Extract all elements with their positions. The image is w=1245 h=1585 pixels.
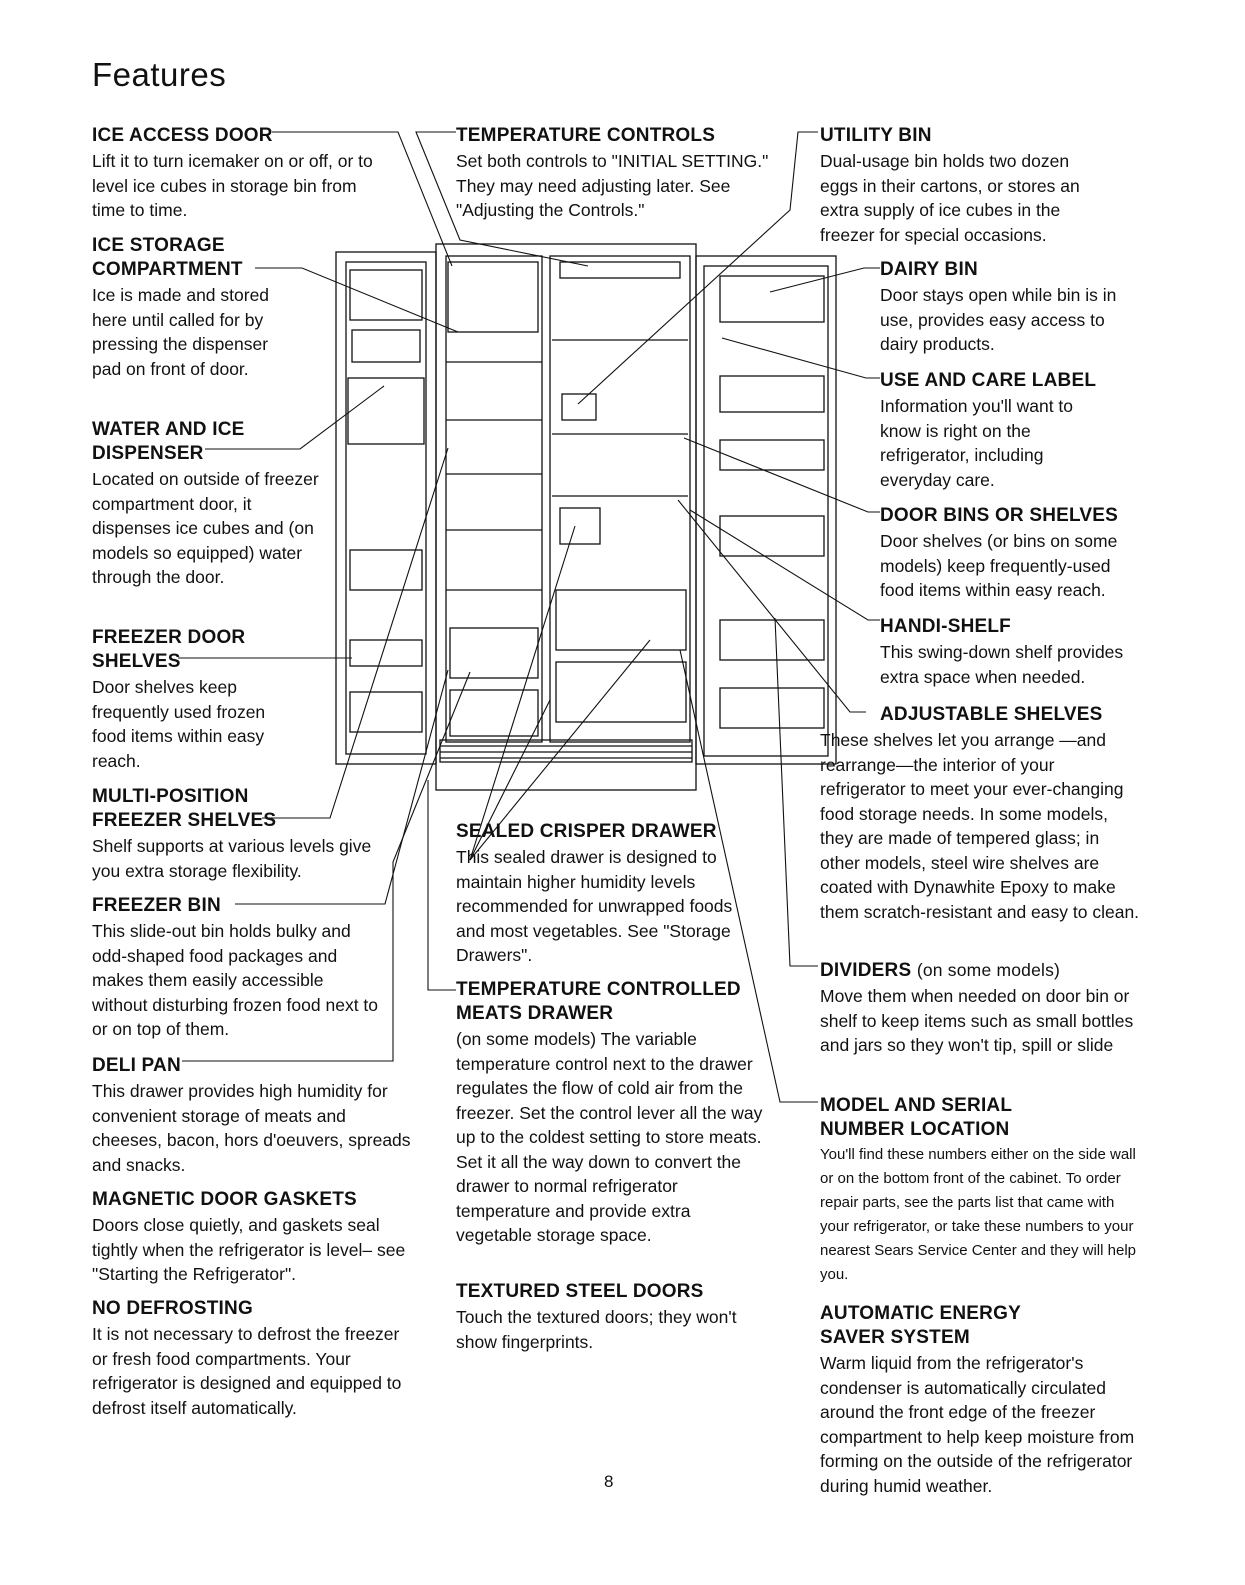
deli-pan-text: This drawer provides high humidity for convenient storage of meats and cheeses, bacon, hors d'oeuvers, spreads and snacks. — [92, 1081, 411, 1175]
ice-access-door-heading: ICE ACCESS DOOR — [92, 125, 273, 146]
model-serial-text: You'll find these numbers either on the side wall or on the bottom front of the cabinet. To order repair parts, see the parts list that came with your refrigerator, or take these numbers to your nearest Sears Service Center and they will help you. — [820, 1146, 1136, 1283]
fresh-food-compartment — [550, 256, 690, 742]
deli-pan-heading: DELI PAN — [92, 1055, 181, 1076]
page-number: 8 — [604, 1472, 614, 1491]
ice-access-door-text: Lift it to turn icemaker on or off, or to level ice cubes in storage bin from time to time. — [92, 151, 373, 220]
energy-saver-text: Warm liquid from the refrigerator's condenser is automatically circulated around the front edge of the freezer compartment to help keep moisture from forming on the outside of the refrigerator during humid weather. — [820, 1353, 1135, 1496]
dairy-bin-text: Door stays open while bin is in use, provides easy access to dairy products. — [880, 285, 1117, 354]
temperature-controls-text: Set both controls to "INITIAL SETTING." They may need adjusting later. See "Adjusting the Controls." — [456, 151, 769, 220]
use-care-label-heading: USE AND CARE LABEL — [880, 370, 1097, 391]
dividers-heading-note: (on some models) — [916, 960, 1061, 980]
page-title: Features — [92, 56, 227, 93]
sealed-crisper-heading: SEALED CRISPER DRAWER — [456, 821, 717, 842]
model-serial-heading: MODEL AND SERIAL NUMBER LOCATION — [820, 1095, 1012, 1140]
use-care-label-text: Information you'll want to know is right on the refrigerator, including everyday care. — [880, 396, 1074, 490]
textured-doors-text: Touch the textured doors; they won't show fingerprints. — [456, 1307, 737, 1352]
utility-bin-heading: UTILITY BIN — [820, 125, 932, 146]
dairy-bin-illus — [720, 276, 824, 322]
multi-position-text: Shelf supports at various levels give you extra storage flexibility. — [92, 836, 372, 881]
refrigerator-illustration — [336, 244, 836, 790]
freezer-door — [336, 252, 436, 764]
deli-pan-illus — [562, 394, 596, 420]
freezer-bin-illus — [450, 628, 538, 678]
meats-drawer-illus — [556, 662, 686, 722]
dispenser-illus — [348, 378, 424, 444]
multi-position-heading: MULTI-POSITION FREEZER SHELVES — [92, 786, 277, 831]
ice-storage-text: Ice is made and stored here until called for by pressing the dispenser pad on front of door. — [92, 285, 270, 379]
door-bins-heading: DOOR BINS OR SHELVES — [880, 505, 1119, 526]
magnetic-gaskets-heading: MAGNETIC DOOR GASKETS — [92, 1189, 357, 1210]
adjustable-shelves-text: These shelves let you arrange —and rearrange—the interior of your refrigerator to meet your ever-changing food storage needs. In some models, they are made of tempered glass; in other models, steel wire shelves are coated with Dynawhite Epoxy to make them scratch-resistant and easy to clean. — [820, 730, 1140, 922]
meats-drawer-text: (on some models) The variable temperature control next to the drawer regulates the flow of cold air from the freezer. Set the control lever all the way up to the coldest setting to store meats. Set it all the way down to convert the drawer to normal refrigerator temperature and provide extra vegetable storage space. — [456, 1029, 763, 1245]
freezer-bin-heading: FREEZER BIN — [92, 895, 221, 916]
door-bins-text: Door shelves (or bins on some models) keep frequently-used food items within easy reach. — [880, 531, 1118, 600]
dairy-bin-heading: DAIRY BIN — [880, 259, 978, 280]
crisper-illus — [556, 590, 686, 650]
leader-lines — [178, 132, 880, 1102]
energy-saver-heading: AUTOMATIC ENERGY SAVER SYSTEM — [820, 1303, 1021, 1348]
freezer-bin-text: This slide-out bin holds bulky and odd-shaped food packages and makes them easily accessible without disturbing frozen food next to or on top of them. — [92, 921, 379, 1039]
no-defrosting-text: It is not necessary to defrost the freezer or fresh food compartments. Your refrigerator is designed and equipped to defrost itself automatically. — [92, 1324, 402, 1418]
handi-shelf-text: This swing-down shelf provides extra space when needed. — [880, 642, 1124, 687]
freezer-compartment — [446, 256, 542, 742]
ice-bin-illus — [448, 262, 538, 332]
freezer-door-shelves-heading: FREEZER DOOR SHELVES — [92, 627, 246, 672]
no-defrosting-heading: NO DEFROSTING — [92, 1298, 253, 1319]
dividers-heading: DIVIDERS — [820, 960, 912, 981]
ice-storage-heading: ICE STORAGE COMPARTMENT — [92, 235, 243, 280]
textured-doors-heading: TEXTURED STEEL DOORS — [456, 1281, 704, 1302]
water-ice-text: Located on outside of freezer compartment door, it dispenses ice cubes and (on models so equipped) water through the door. — [92, 469, 319, 587]
dividers-text: Move them when needed on door bin or shelf to keep items such as small bottles and jars so they won't tip, spill or slide — [820, 986, 1134, 1055]
adjustable-shelves-heading: ADJUSTABLE SHELVES — [880, 704, 1103, 725]
magnetic-gaskets-text: Doors close quietly, and gaskets seal tightly when the refrigerator is level– see "Starting the Refrigerator". — [92, 1215, 406, 1284]
temperature-controls-heading: TEMPERATURE CONTROLS — [456, 125, 716, 146]
meats-drawer-heading: TEMPERATURE CONTROLLED MEATS DRAWER — [456, 979, 741, 1024]
handi-shelf-heading: HANDI-SHELF — [880, 616, 1011, 637]
utility-bin-text: Dual-usage bin holds two dozen eggs in their cartons, or stores an extra supply of ice cubes in the freezer for special occasions. — [820, 151, 1080, 245]
cabinet — [436, 244, 696, 790]
freezer-door-shelves-text: Door shelves keep frequently used frozen food items within easy reach. — [92, 677, 266, 771]
sealed-crisper-text: This sealed drawer is designed to maintain higher humidity levels recommended for unwrapped foods and most vegetables. See "Storage Drawers". — [456, 847, 733, 965]
water-ice-heading: WATER AND ICE DISPENSER — [92, 419, 245, 464]
